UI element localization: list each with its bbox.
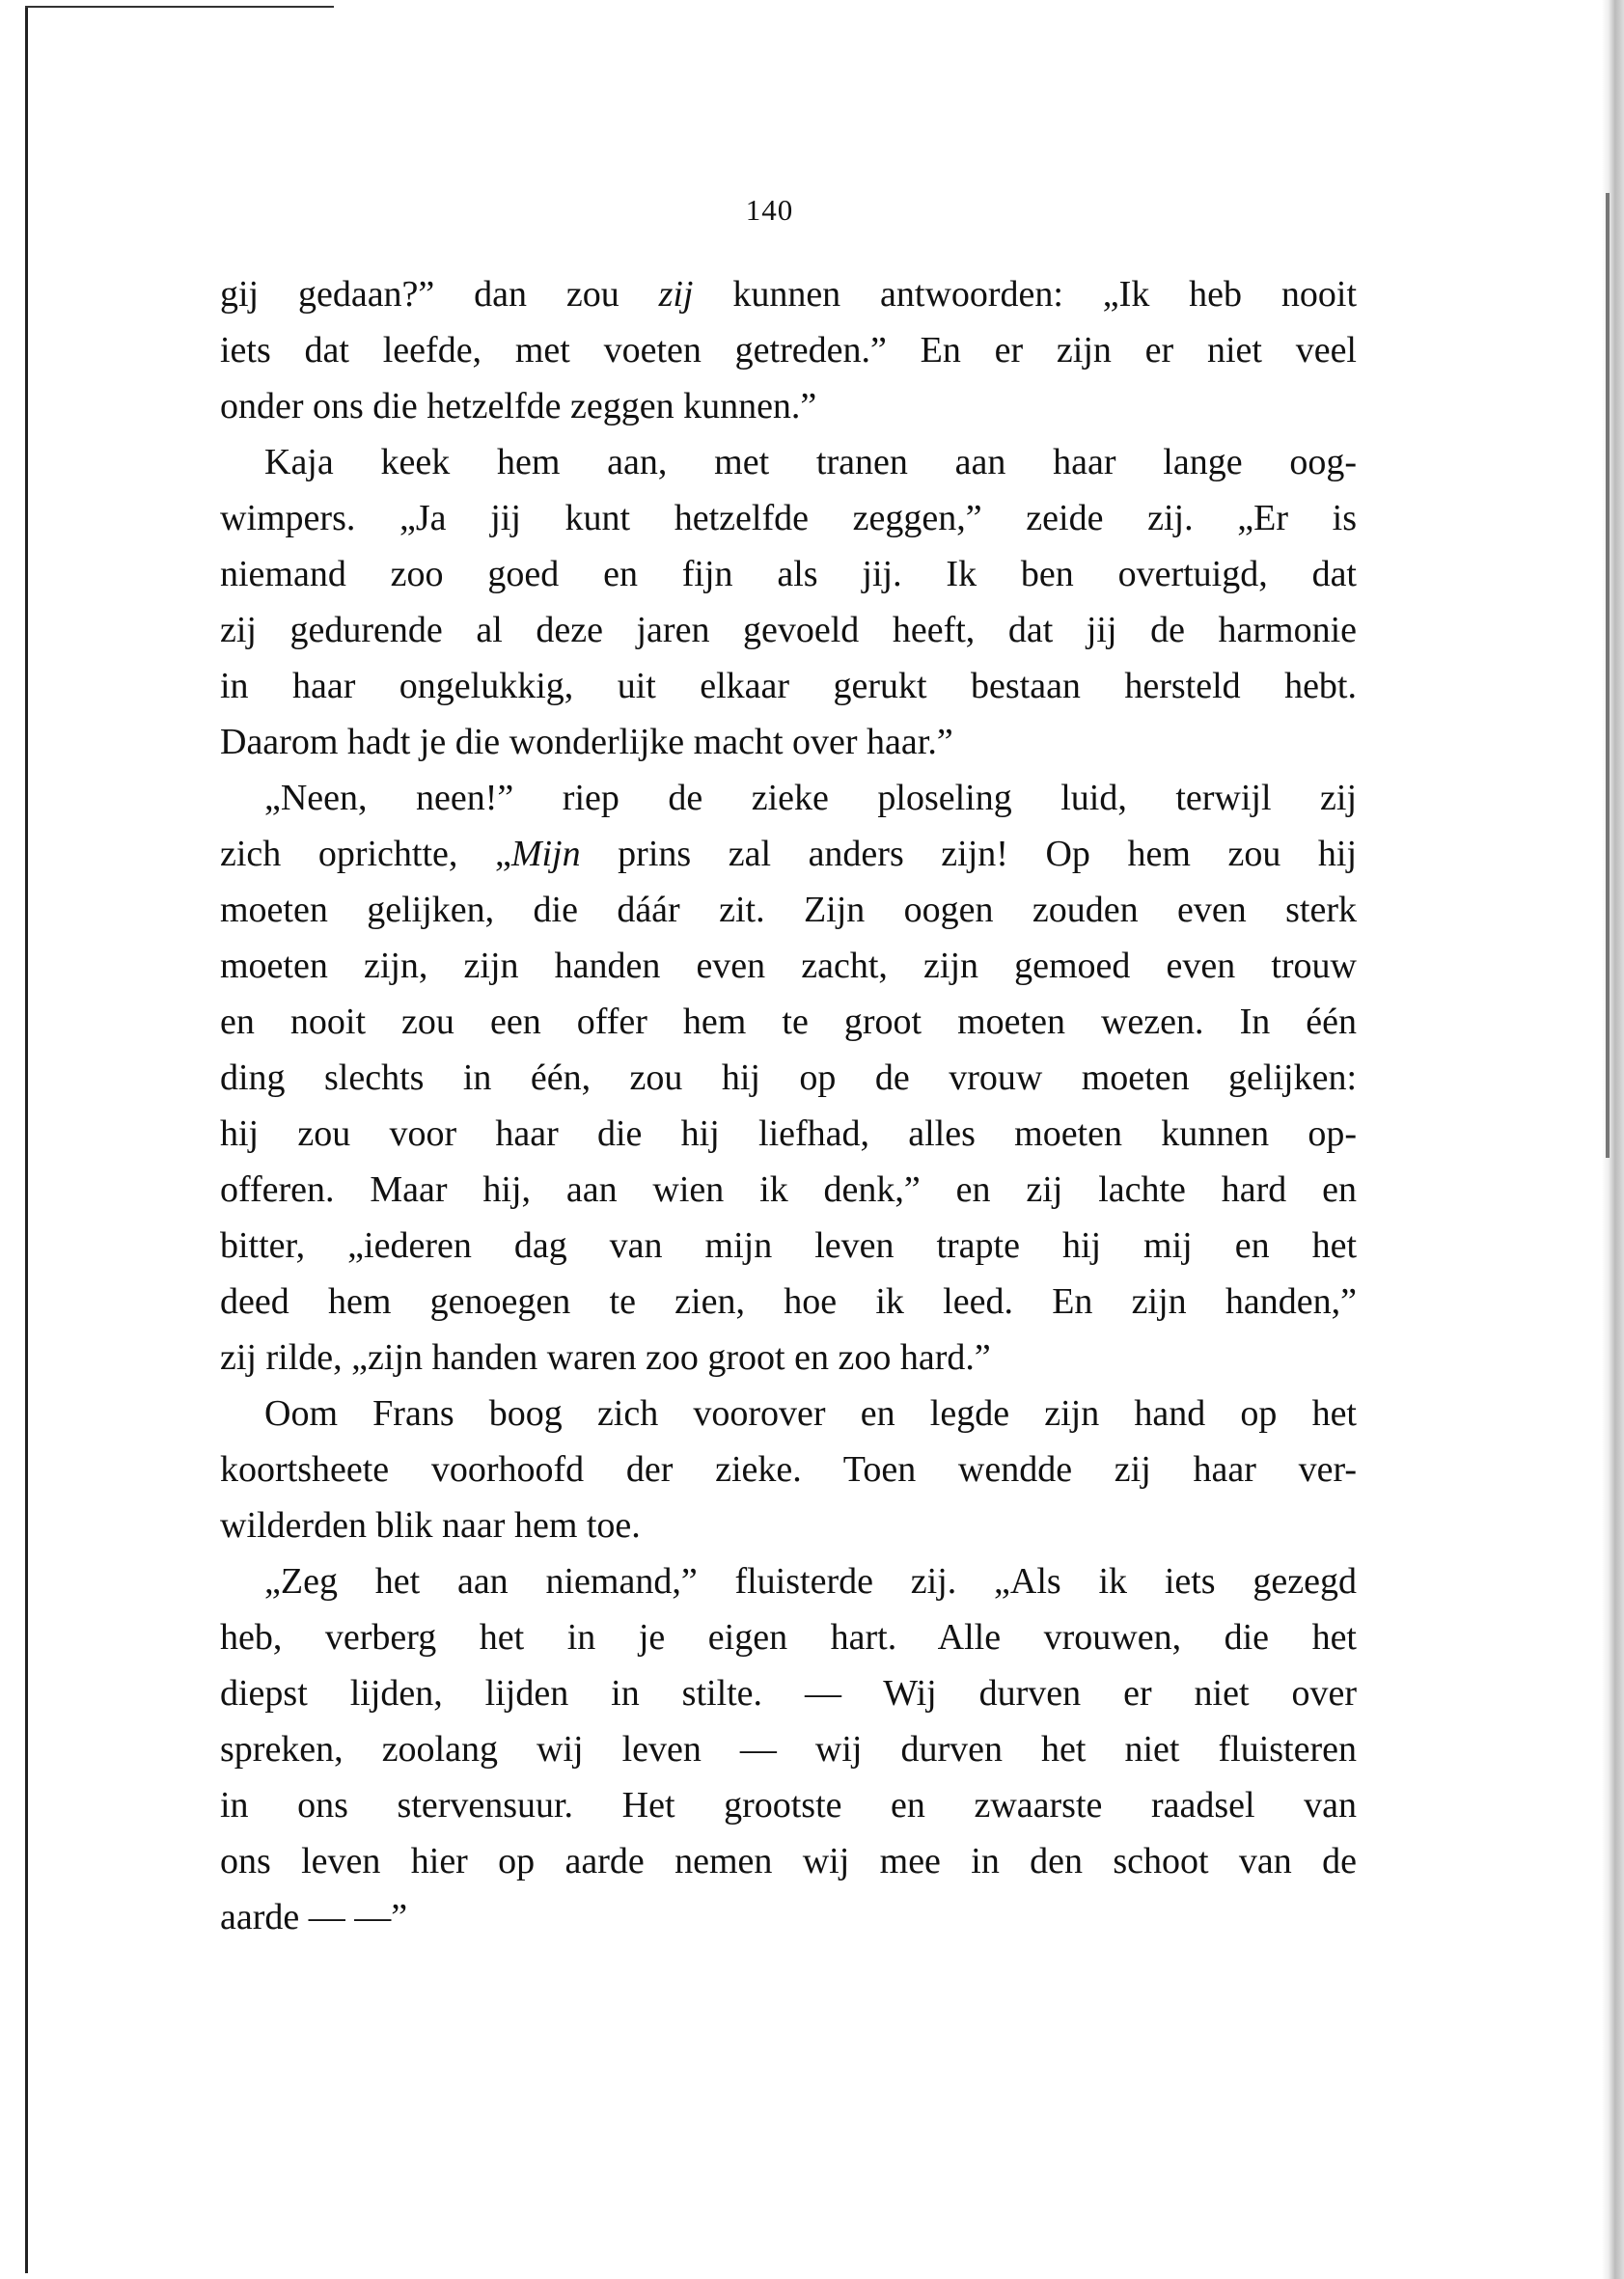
text-segment: zij rilde, „zijn handen waren zoo groot en zoo hard.” [220,1337,991,1378]
text-line [220,1162,1357,1218]
text-segment: Oom Frans boog zich voorover en legde zijn hand op het [264,1393,1357,1434]
text-segment: aarde — —” [220,1897,408,1937]
text-line-content [220,658,1357,714]
text-segment: bitter, „iederen dag van mijn leven trapte hij mij en het [220,1225,1357,1266]
scan-binding-shadow [1606,193,1610,1158]
text-line-content [220,266,1357,322]
text-segment: in ons stervensuur. Het grootste en zwaarste raadsel van [220,1785,1357,1826]
text-line-content [220,546,1357,602]
text-line [220,714,1357,770]
text-line [220,546,1357,602]
text-segment: ding slechts in één, zou hij op de vrouw moeten gelijken: [220,1057,1357,1098]
text-segment: Daarom hadt je die wonderlijke macht over haar.” [220,722,953,762]
text-segment: deed hem genoegen te zien, hoe ik leed. En zijn handen,” [220,1281,1357,1322]
text-segment: „Neen, neen!” riep de zieke ploseling luid, terwijl zij [264,778,1357,818]
text-line-content [220,826,1357,882]
text-line-content [220,938,1357,994]
text-line-content [220,322,1357,378]
text-line [220,1050,1357,1106]
text-line [220,1553,1357,1609]
page-number: 140 [745,193,794,227]
text-segment: offeren. Maar hij, aan wien ik denk,” en zij lachte hard en [220,1169,1357,1210]
text-line [220,882,1357,938]
text-line-content [220,882,1357,938]
text-line-content [264,434,1357,490]
text-line [220,1106,1357,1162]
text-segment: moeten gelijken, die dáár zit. Zijn oogen zouden even sterk [220,890,1357,930]
text-line [220,826,1357,882]
text-line [220,378,1357,434]
text-segment: „Zeg het aan niemand,” fluisterde zij. „Als ik iets gezegd [264,1561,1357,1602]
text-line-content [220,490,1357,546]
text-line-content [220,602,1357,658]
text-segment: heb, verberg het in je eigen hart. Alle vrouwen, die het [220,1617,1357,1658]
text-segment: hij zou voor haar die hij liefhad, alles moeten kunnen op- [220,1113,1357,1154]
text-line [220,1721,1357,1777]
text-segment: in haar ongelukkig, uit elkaar gerukt bestaan hersteld hebt. [220,666,1357,706]
text-line [220,322,1357,378]
text-line-content [264,1386,1357,1442]
text-segment: gij gedaan?” dan zou [220,274,659,315]
text-line-content [220,1889,1357,1945]
text-line [220,434,1357,490]
scan-frame-left-edge [25,6,28,2273]
body-text [220,266,1357,1945]
text-segment: Kaja keek hem aan, met tranen aan haar lange oog- [264,442,1357,482]
text-line-content [220,1442,1357,1497]
text-segment: iets dat leefde, met voeten getreden.” En er zijn er niet veel [220,330,1357,371]
text-segment: moeten zijn, zijn handen even zacht, zijn gemoed even trouw [220,946,1357,986]
text-line [220,1665,1357,1721]
scan-frame-top-edge [25,6,334,8]
text-segment: kunnen antwoorden: „Ik heb nooit [693,274,1357,315]
text-segment: en nooit zou een offer hem te groot moeten wezen. In één [220,1002,1357,1042]
text-segment: zich oprichtte, „ [220,834,511,874]
text-line [220,938,1357,994]
text-line [220,1497,1357,1553]
text-line-content [220,1106,1357,1162]
text-line-content [220,1721,1357,1777]
text-segment: diepst lijden, lijden in stilte. — Wij durven er niet over [220,1673,1357,1714]
text-line [220,1889,1357,1945]
text-line [220,1274,1357,1330]
text-line [220,490,1357,546]
italic-word: zij [658,274,694,315]
text-line-content [220,1274,1357,1330]
text-line [220,1442,1357,1497]
text-line-content [220,1162,1357,1218]
text-line [220,602,1357,658]
italic-word: Mijn [510,834,581,874]
text-line-content [220,994,1357,1050]
text-segment: ons leven hier op aarde nemen wij mee in den schoot van de [220,1841,1357,1881]
text-line [220,1609,1357,1665]
text-line-content [220,1833,1357,1889]
text-line-content [220,1218,1357,1274]
text-line [220,1833,1357,1889]
text-segment: prins zal anders zijn! Op hem zou hij [580,834,1357,874]
text-segment: onder ons die hetzelfde zeggen kunnen.” [220,386,817,426]
text-line-content [220,1330,1357,1386]
text-segment: wilderden blik naar hem toe. [220,1505,641,1546]
text-line [220,658,1357,714]
text-line-content [220,1665,1357,1721]
text-line-content [220,1609,1357,1665]
text-line-content [264,770,1357,826]
text-line-content [220,1777,1357,1833]
text-line [220,1777,1357,1833]
text-line [220,770,1357,826]
text-segment: koortsheete voorhoofd der zieke. Toen wendde zij haar ver- [220,1449,1357,1490]
text-line-content [220,378,1357,434]
text-line-content [264,1553,1357,1609]
text-line [220,266,1357,322]
text-line-content [220,714,1357,770]
text-line [220,994,1357,1050]
text-line [220,1330,1357,1386]
text-line [220,1386,1357,1442]
text-segment: spreken, zoolang wij leven — wij durven het niet fluisteren [220,1729,1357,1770]
text-line [220,1218,1357,1274]
text-line-content [220,1497,1357,1553]
text-line-content [220,1050,1357,1106]
text-segment: niemand zoo goed en fijn als jij. Ik ben overtuigd, dat [220,554,1357,594]
text-segment: zij gedurende al deze jaren gevoeld heeft, dat jij de harmonie [220,610,1357,650]
text-segment: wimpers. „Ja jij kunt hetzelfde zeggen,” zeide zij. „Er is [220,498,1357,538]
